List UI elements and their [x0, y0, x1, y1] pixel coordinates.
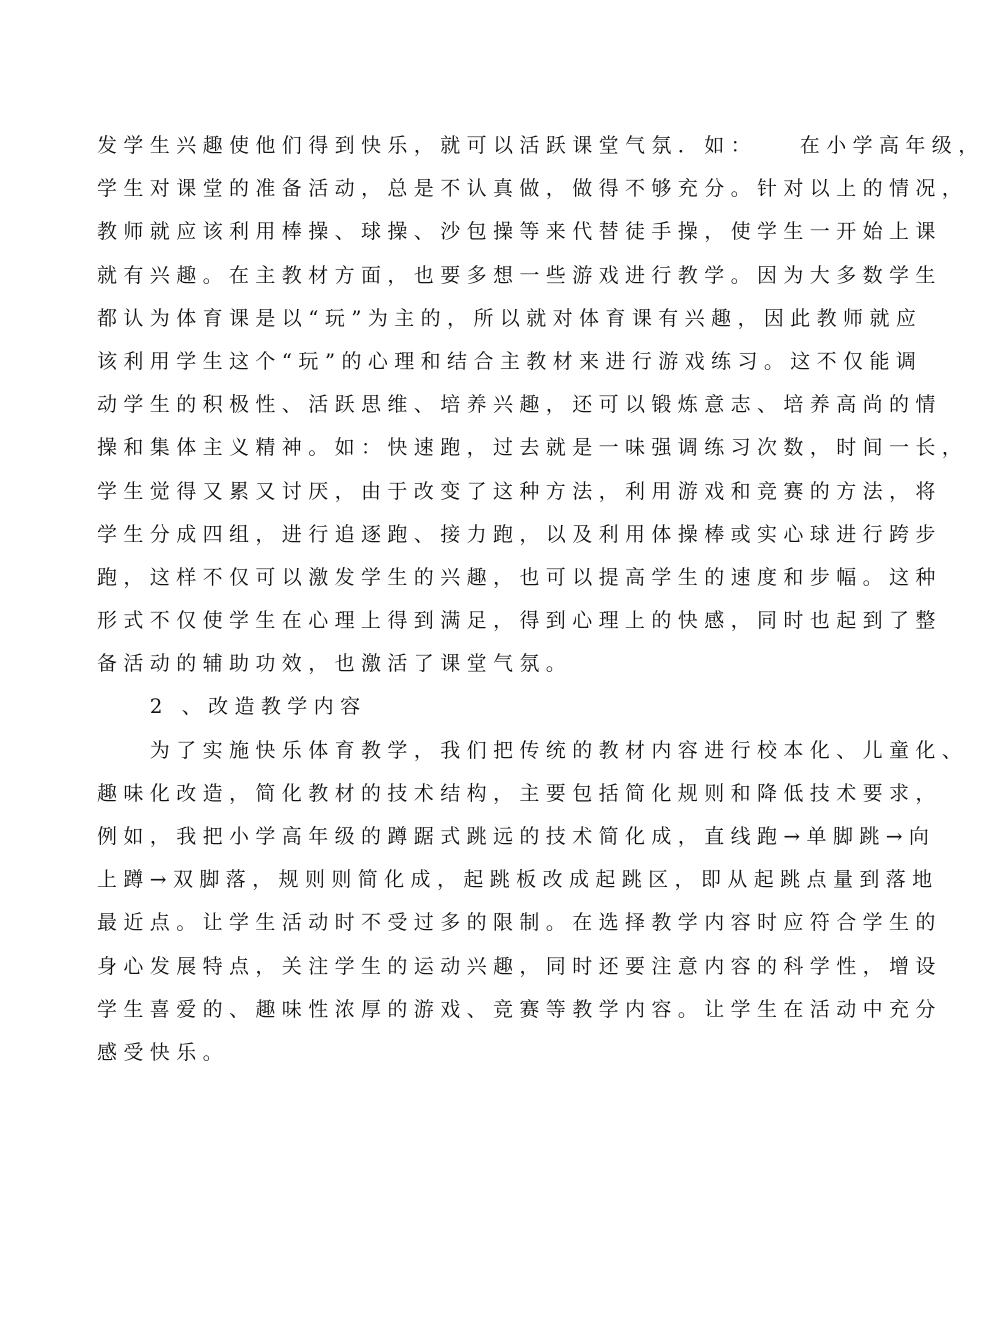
text-line: 备活动的辅助功效，也激活了课堂气氛。 — [97, 651, 573, 676]
section-heading: 2 、改造教学内容 — [97, 694, 367, 719]
text-line: 学生觉得又累又讨厌，由于改变了这种方法，利用游戏和竞赛的方法，将 — [97, 478, 942, 503]
text-line: 为了实施快乐体育教学，我们把传统的教材内容进行校本化、儿童化、 — [97, 737, 969, 762]
text-line: 学生对课堂的准备活动，总是不认真做，做得不够充分。针对以上的情况， — [97, 176, 969, 201]
text-line: 该利用学生这个“玩”的心理和结合主教材来进行游戏练习。这不仅能调 — [97, 348, 923, 373]
text-line: 趣味化改造，简化教材的技术结构，主要包括简化规则和降低技术要求， — [97, 780, 942, 805]
text-line: 上蹲→双脚落，规则则简化成，起跳板改成起跳区，即从起跳点量到落地 — [97, 867, 939, 892]
text-line: 身心发展特点，关注学生的运动兴趣，同时还要注意内容的科学性，增设 — [97, 953, 942, 978]
text-line: 最近点。让学生活动时不受过多的限制。在选择教学内容时应符合学生的 — [97, 910, 942, 935]
text-line: 感受快乐。 — [97, 1039, 229, 1064]
text-line: 动学生的积极性、活跃思维、培养兴趣，还可以锻炼意志、培养高尚的情 — [97, 392, 942, 417]
text-line: 形式不仅使学生在心理上得到满足，得到心理上的快感，同时也起到了整 — [97, 608, 942, 633]
text-line: 发学生兴趣使他们得到快乐，就可以活跃课堂气氛．如： 在小学高年级， — [97, 133, 985, 157]
text-line: 操和集体主义精神。如：快速跑，过去就是一味强调练习次数，时间一长， — [97, 435, 969, 460]
text-line: 例如，我把小学高年级的蹲踞式跳远的技术简化成，直线跑→单脚跳→向 — [97, 824, 936, 848]
text-line: 学生喜爱的、趣味性浓厚的游戏、竞赛等教学内容。让学生在活动中充分 — [97, 996, 942, 1021]
text-line: 跑，这样不仅可以激发学生的兴趣，也可以提高学生的速度和步幅。这种 — [97, 564, 942, 589]
text-line: 都认为体育课是以“玩”为主的，所以就对体育课有兴趣，因此教师就应 — [97, 305, 923, 330]
text-line: 学生分成四组，进行追逐跑、接力跑，以及利用体操棒或实心球进行跨步 — [97, 521, 942, 546]
body-text — [97, 124, 985, 1074]
text-line: 教师就应该利用棒操、球操、沙包操等来代替徒手操，使学生一开始上课 — [97, 219, 942, 244]
text-line: 就有兴趣。在主教材方面，也要多想一些游戏进行教学。因为大多数学生 — [97, 262, 942, 287]
